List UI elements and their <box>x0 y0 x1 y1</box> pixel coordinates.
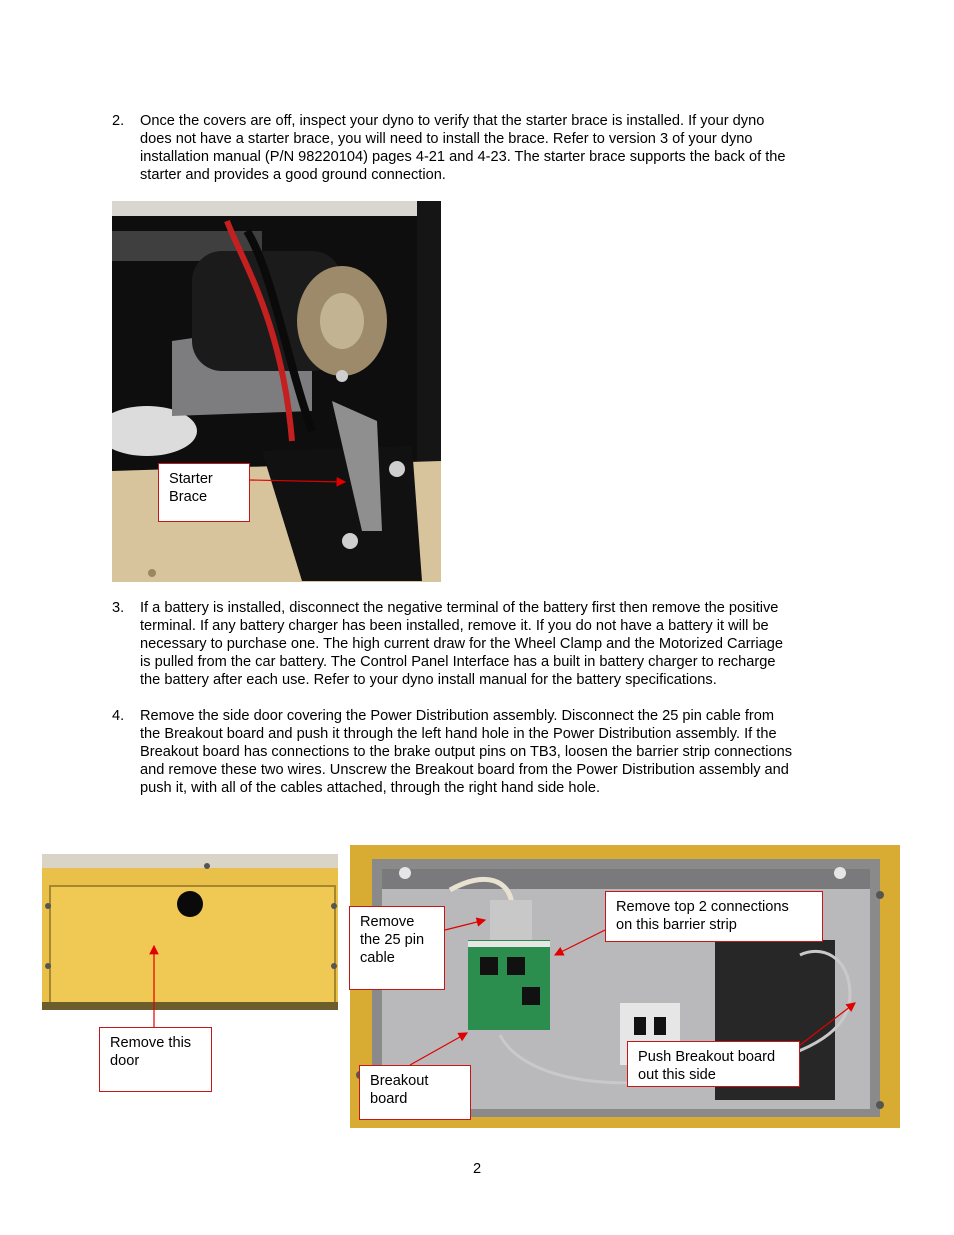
page-number: 2 <box>472 1161 482 1177</box>
step-4 <box>112 707 842 797</box>
step-number: 2. <box>112 113 125 129</box>
side-door-photo <box>42 854 338 1010</box>
step-text: If a battery is installed, disconnect the negative terminal of the battery first then remove the positive terminal. If any battery charger has been installed, remove it. If you do not have a battery it will be necessary to purchase one. The high current draw for the Wheel Clamp and the Motorized Carriage is pulled from the car battery. The Control Panel Interface has a built in battery charger to recharge the battery after each use. Refer to your dyno install manual for the battery specifications. <box>140 600 784 688</box>
remove-door-callout: Remove this door <box>99 1027 212 1092</box>
remove-cable-callout: Remove the 25 pin cable <box>349 906 445 990</box>
step-number: 3. <box>112 600 125 616</box>
starter-brace-photo <box>112 201 441 582</box>
step-text: Once the covers are off, inspect your dyno to verify that the starter brace is installed. If your dyno does not have a starter brace, you will need to install the brace. Refer to version 3 of your dyno installation manual (P/N 98220104) pages 4-21 and 4-23. The starter brace supports the back of the starter and provides a good ground connection. <box>140 113 786 183</box>
barrier-strip-callout: Remove top 2 connections on this barrier strip <box>605 891 823 942</box>
starter-brace-callout: Starter Brace <box>158 463 250 522</box>
step-number: 4. <box>112 708 125 724</box>
breakout-board-callout: Breakout board <box>359 1065 471 1120</box>
push-breakout-callout: Push Breakout board out this side <box>627 1041 800 1087</box>
step-text: Remove the side door covering the Power Distribution assembly. Disconnect the 25 pin cable from the Breakout board and push it through the left hand hole in the Power Distribution assembly. If the Breakout board has connections to the brake output pins on TB3, loosen the barrier strip connections and remove these two wires. Unscrew the Breakout board from the Power Distribution assembly and push it, with all of the cables attached, through the right hand side hole. <box>140 708 792 796</box>
step-3 <box>112 599 842 689</box>
step-2 <box>112 112 842 184</box>
